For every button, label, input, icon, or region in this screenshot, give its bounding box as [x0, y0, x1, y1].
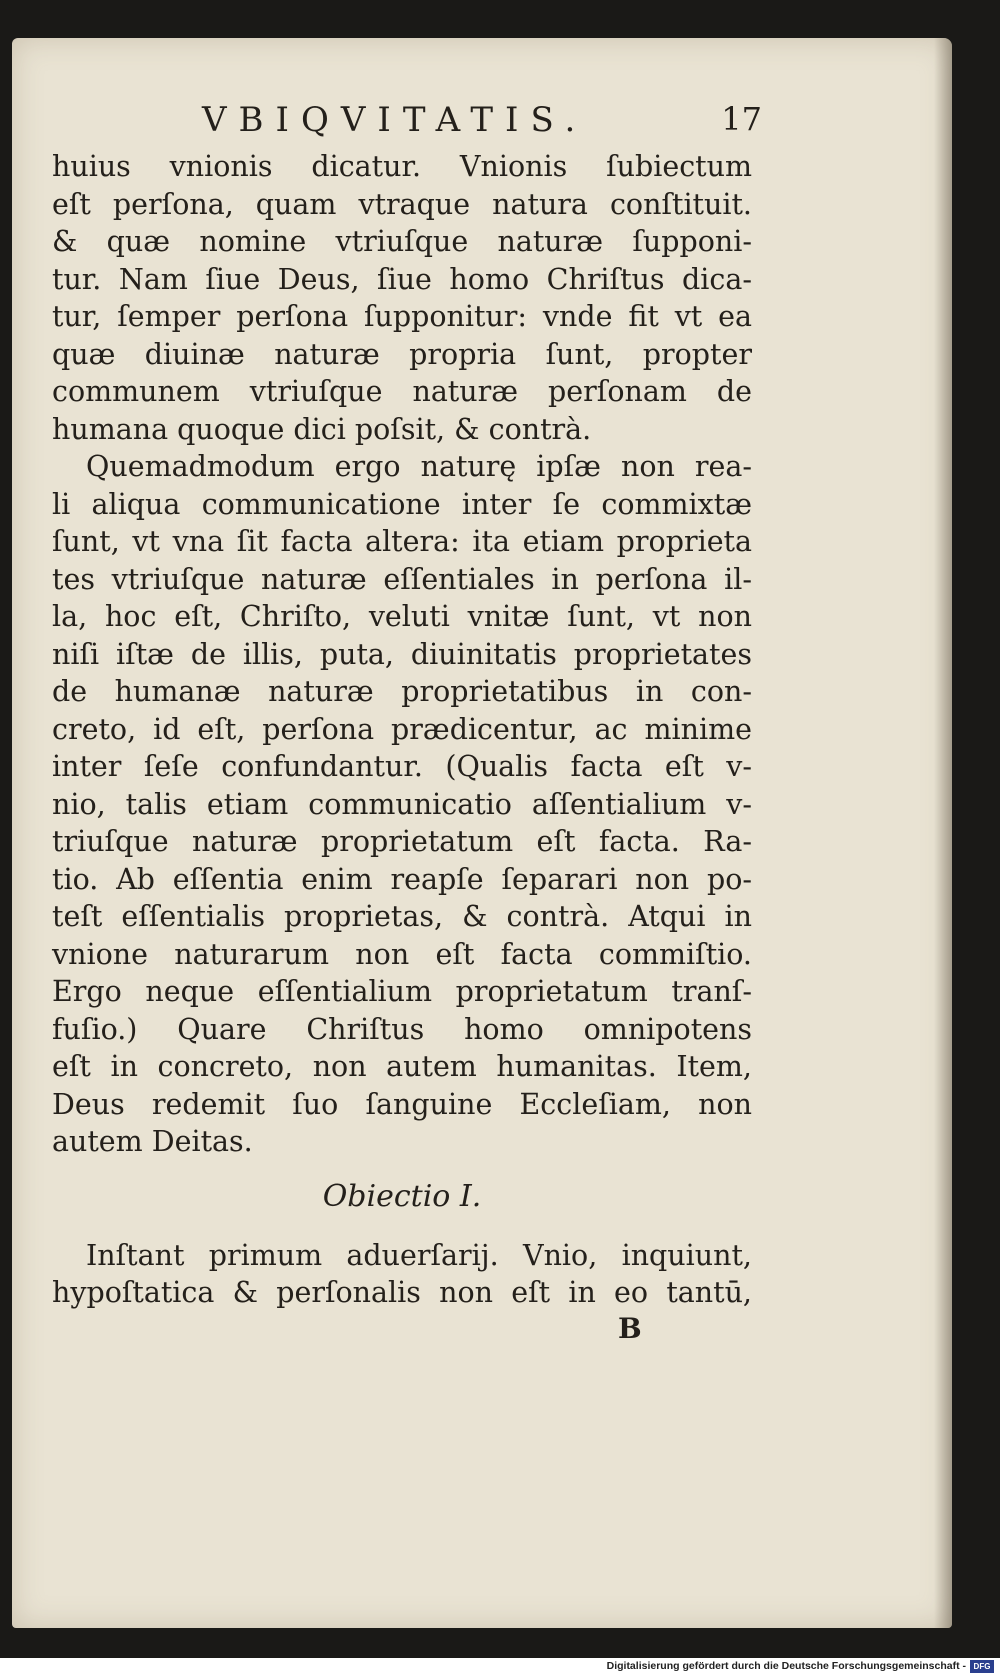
page-edge-shadow [934, 38, 952, 1628]
text-line: fuſio.) Quare Chriſtus homo omnipotens [52, 1012, 752, 1046]
text-line: Quemadmodum ergo naturę ipſæ non rea- [86, 450, 752, 483]
text-line: niſi iſtæ de illis, puta, diuinitatis proprietates [52, 637, 752, 671]
book-page [12, 38, 952, 1628]
text-line: tio. Ab eſſentia enim reapſe ſeparari non po- [52, 862, 752, 896]
text-line: triuſque naturæ proprietatum eſt facta. Ra- [52, 825, 752, 858]
text-line: ſunt, vt vna ſit facta altera: ita etiam proprieta [52, 525, 752, 558]
running-head [52, 100, 762, 148]
text-line: vnione naturarum non eſt facta commiſtio. [52, 937, 752, 971]
text-line: li aliqua communicatione inter ſe commixtæ [52, 487, 752, 521]
footer-bar [0, 1658, 1000, 1677]
text-line: inter ſeſe confundantur. (Qualis facta eſt v- [52, 750, 752, 783]
text-line: Inſtant primum aduerſarij. Vnio, inquiunt, [86, 1238, 752, 1272]
text-line: huius vnionis dicatur. Vnionis ſubiectum [52, 150, 752, 183]
text-line: tur, ſemper perſona ſupponitur: vnde fit vt ea [52, 300, 752, 333]
paragraph-1 [52, 148, 752, 448]
funding-credit: Digitalisierung gefördert durch die Deutsche Forschungsgemeinschaft - [606, 1660, 966, 1672]
running-head-title: VBIQVITATIS. [202, 100, 588, 140]
page-text [52, 100, 762, 1345]
dfg-logo-icon: DFG [970, 1660, 994, 1673]
text-line: eſt perſona, quam vtraque natura conſtituit. [52, 187, 752, 221]
text-line: quæ diuinæ naturæ propria ſunt, propter [52, 337, 752, 371]
text-line: autem Deitas. [52, 1125, 253, 1158]
text-line: Ergo neque eſſentialium proprietatum tranſ- [52, 975, 752, 1008]
text-line: & quæ nomine vtriuſque naturæ ſupponi- [52, 225, 752, 258]
page-number: 17 [721, 100, 762, 138]
text-line: nio, talis etiam communicatio aſſentialium v- [52, 787, 752, 821]
text-line: Deus redemit ſuo ſanguine Eccleſiam, non [52, 1087, 752, 1121]
paragraph-2 [52, 448, 752, 1161]
signature-mark: B [618, 1311, 642, 1345]
text-line: de humanæ naturæ proprietatibus in con- [52, 675, 752, 708]
text-line: tes vtriuſque naturæ eſſentiales in perſona il- [52, 562, 752, 596]
text-line: eſt in concreto, non autem humanitas. Item, [52, 1050, 752, 1083]
paragraph-3 [52, 1237, 752, 1312]
text-line: hypoſtatica & perſonalis non eſt in eo tantū, [52, 1276, 752, 1309]
text-line: humana quoque dici poſsit, & contrà. [52, 412, 592, 446]
text-line: teſt eſſentialis proprietas, & contrà. Atqui in [52, 900, 752, 933]
text-line: communem vtriuſque naturæ perſonam de [52, 375, 752, 408]
text-line: la, hoc eſt, Chriſto, veluti vnitæ ſunt, vt non [52, 600, 752, 633]
section-heading: Obiectio I. [322, 1178, 482, 1214]
text-line: tur. Nam ſiue Deus, ſiue homo Chriſtus dica- [52, 262, 752, 296]
text-line: creto, id eſt, perſona prædicentur, ac minime [52, 712, 752, 746]
